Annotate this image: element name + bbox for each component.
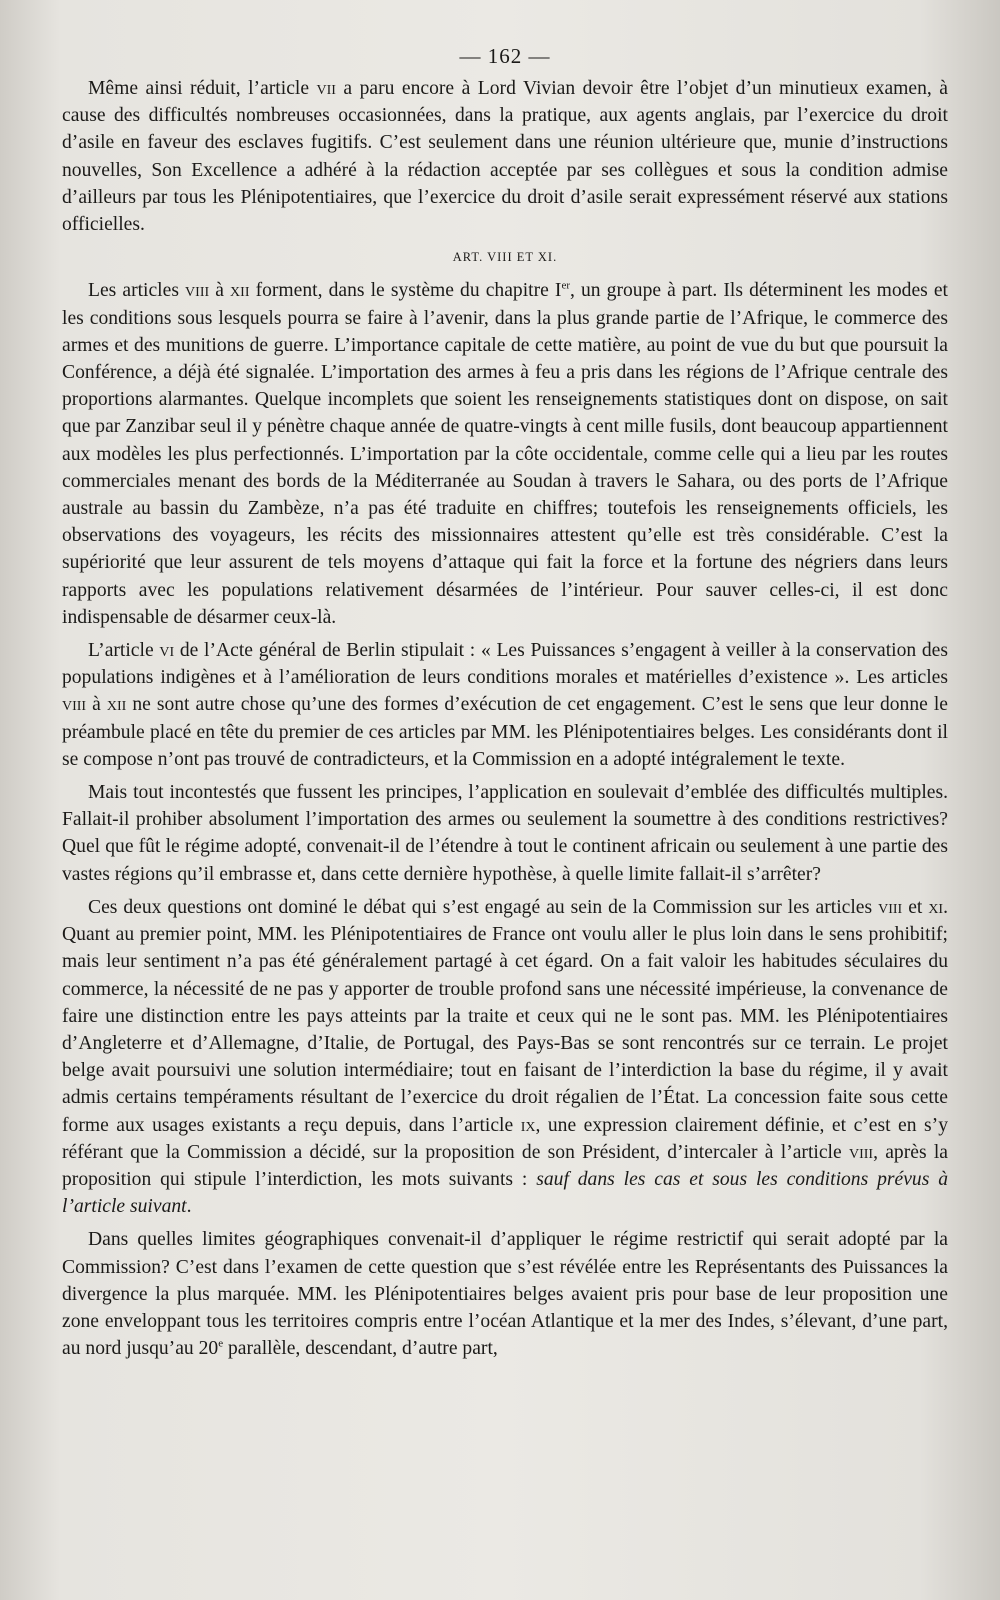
- text-run: à: [209, 280, 231, 302]
- roman-numeral: ix: [520, 1114, 536, 1136]
- text-run: Ces deux questions ont dominé le débat qui s’est engagé au sein de la Commission sur les articles: [88, 896, 879, 918]
- text-run: Les articles: [88, 280, 186, 302]
- text-run: Même ainsi réduit, l’article: [88, 78, 317, 99]
- text-run: a paru encore à Lord Vivian devoir être l’objet d’un minutieux examen, à cause des difficultés nombreuses occasionnées, dans la pratique, aux agents anglais, par l’exercice du droit d’asile en faveur des esclaves fugitifs. C’est seulement dans une réunion ultérieure que, munie d’instructions nouvelles, Son Excellence a adhéré à la rédaction acceptée par ses collègues et sous la condition admise d’ailleurs par tous les Plénipotentiaires, que l’exercice du droit d’asile serait expressément réservé aux stations officielles.: [62, 78, 949, 236]
- paragraph-p2: [62, 277, 948, 631]
- page-number: — 162 —: [459, 44, 551, 68]
- paragraph-p6: [62, 1226, 948, 1362]
- body-text: [62, 75, 948, 1362]
- roman-numeral: vii: [316, 78, 336, 99]
- superscript: er: [561, 279, 570, 292]
- paragraph-p1: [62, 75, 948, 238]
- text-run: Dans quelles limites géographiques convenait-il d’appliquer le régime restrictif qui serait adopté par la Commission? C’est dans l’examen de cette question que s’est révélée entre les Représentants des Puissances la divergence la plus marquée. MM. les Plénipotentiaires belges avaient pris pour base de leur proposition une zone enveloppant tous les territoires compris entre l’océan Atlantique et la mer des Indes, s’élevant, d’une part, au nord jusqu’au 20: [62, 1229, 948, 1360]
- paragraphs-before-heading: [62, 75, 948, 238]
- text-run: , après la proposition qui stipule l’interdiction, les mots suivants :: [62, 1141, 948, 1190]
- text-run: , un groupe à part. Ils déterminent les modes et les conditions sous lesquels pourra se faire à l’avenir, dans la plus grande partie de l’Afrique, le commerce des armes et des munitions de guerre. L’importance capitale de cette matière, au point de vue du but que poursuit la Conférence, a déjà été signalée. L’importation des armes à feu a pris dans les régions de l’Afrique centrale des proportions alarmantes. Quelque incomplets que soient les renseignements statistiques dont on dispose, on sait que par Zanzibar seul il y pénètre chaque année de quatre-vingts à cent mille fusils, dont beaucoup appartiennent aux modèles les plus perfectionnés. L’importation par la côte occidentale, comme celle qui a lieu par les routes commerciales menant des bords de la Méditerranée au Soudan à travers le Sahara, ou des ports de l’Afrique australe au bassin du Zambèze, n’a pas été traduite en chiffres; toutefois les renseignements officiels, les observations des voyageurs, les récits des missionnaires attestent qu’elle est très considérable. C’est la supériorité que leur assurent de tels moyens d’attaque qui fait la force et la fortune des négriers dans leurs rapports avec les populations relativement désarmées de l’intérieur. Pour sauver celles-ci, il est donc indispensable de désarmer ceux-là.: [62, 280, 948, 628]
- italic-text: sauf dans les cas et sous les conditions prévus à l’article suivant: [62, 1168, 948, 1218]
- text-run: forment, dans le système du chapitre I: [249, 280, 562, 302]
- roman-numeral: xii: [106, 694, 127, 716]
- paragraph-p3: [62, 637, 948, 773]
- paragraphs-after-heading: [62, 277, 948, 1362]
- text-run: de l’Acte général de Berlin stipulait : « Les Puissances s’engagent à veiller à la conservation des populations indigènes et à l’amélioration de leurs conditions morales et matérielles d’existence ». Les articles: [62, 640, 948, 689]
- roman-numeral: viii: [62, 694, 87, 716]
- text-run: .: [186, 1196, 192, 1218]
- paragraph-p5: [62, 894, 948, 1220]
- text-run: . Quant au premier point, MM. les Plénipotentiaires de France ont voulu aller le plus loin dans le sens prohibitif; mais leur sentiment n’a pas été généralement partagé à cet égard. On a fait valoir les habitudes séculaires du commerce, la nécessité de ne pas y apporter de trouble profond sans une nécessité impérieuse, la convenance de faire une distinction entre les pays atteints par la traite et ceux qui ne le sont pas. MM. les Plénipotentiaires d’Angleterre et d’Allemagne, d’Italie, de Portugal, des Pays-Bas se sont rencontrés sur ce terrain. Le projet belge avait poursuivi une solution intermédiaire; tout en faisant de l’interdiction la base du régime, il y avait admis certains tempéraments résultant de l’exercice du droit régalien de l’État. La concession faite sous cette forme aux usages existants a reçu depuis, dans l’article: [62, 896, 948, 1136]
- text-run: parallèle, descendant, d’autre part,: [223, 1338, 498, 1360]
- section-heading: ART. VIII ET XI.: [452, 250, 558, 265]
- text-run: L’article: [88, 640, 160, 662]
- paragraph-p4: [62, 779, 948, 888]
- roman-numeral: xii: [230, 280, 250, 302]
- text-run: et: [902, 896, 929, 918]
- roman-numeral: viii: [878, 896, 903, 918]
- roman-numeral: viii: [848, 1141, 874, 1163]
- roman-numeral: viii: [185, 280, 210, 302]
- text-run: à: [86, 694, 107, 716]
- text-run: ne sont autre chose qu’une des formes d’exécution de cet engagement. C’est le sens que leur donne le préambule placé en tête du premier de ces articles par MM. les Plénipotentiaires belges. Les considérants dont il se compose n’ont pas trouvé de contradicteurs, et la Commission en a adopté intégralement le texte.: [62, 694, 948, 770]
- roman-numeral: vi: [159, 640, 175, 662]
- text-run: , une expression clairement définie, et c’est en s’y référant que la Commission a décidé, sur la proposition de son Président, d’intercaler à l’article: [62, 1114, 948, 1163]
- roman-numeral: xi: [928, 896, 944, 918]
- superscript: e: [218, 1337, 224, 1350]
- text-run: Mais tout incontestés que fussent les principes, l’application en soulevait d’emblée des difficultés multiples. Fallait-il prohiber absolument l’importation des armes ou seulement la soumettre à des conditions restrictives? Quel que fût le régime adopté, convenait-il de l’étendre à tout le continent africain ou seulement à une partie des vastes régions qu’il embrasse et, dans cette dernière hypothèse, à quelle limite fallait-il s’arrêter?: [62, 782, 948, 885]
